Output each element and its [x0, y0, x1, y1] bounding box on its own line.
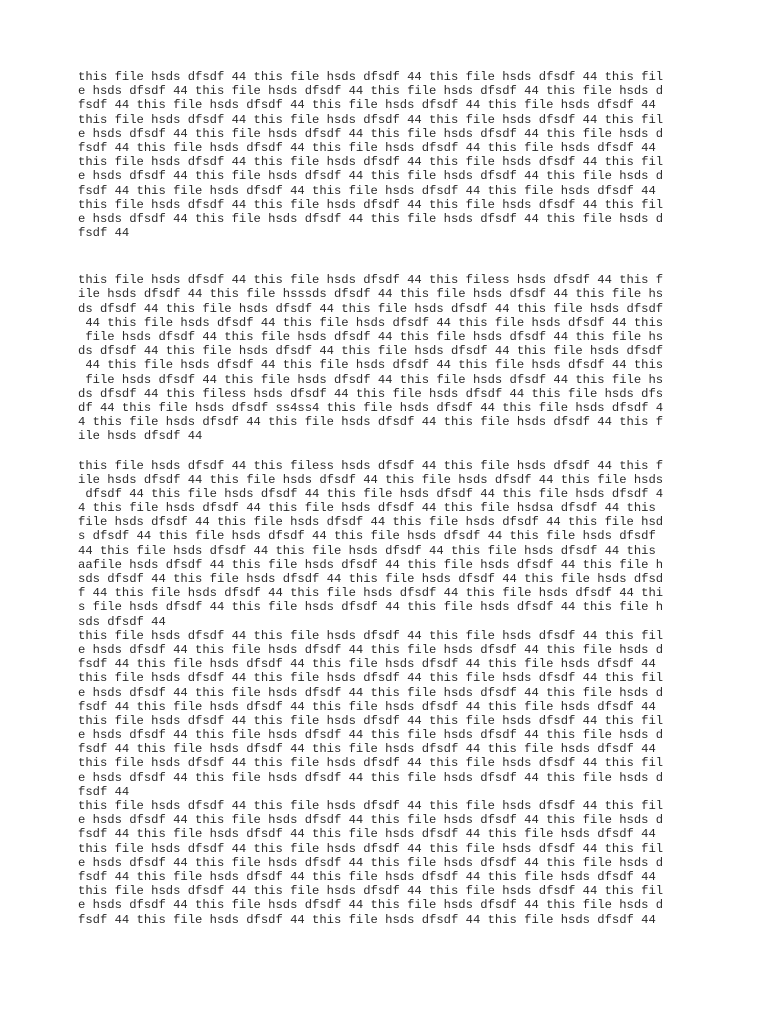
text-line: file hsds dfsdf 44 this file hsds dfsdf 44 this file hsds dfsdf 44 this file hs — [78, 330, 664, 344]
text-line: this file hsds dfsdf 44 this file hsds dfsdf 44 this file hsds dfsdf 44 this fil — [78, 799, 664, 813]
text-line: sds dfsdf 44 — [78, 614, 166, 629]
text-line: fsdf 44 this file hsds dfsdf 44 this file hsds dfsdf 44 this file hsds dfsdf 44 — [78, 742, 656, 757]
text-line: fsdf 44 this file hsds dfsdf 44 this file hsds dfsdf 44 this file hsds dfsdf 44 — [78, 98, 656, 113]
text-line: 4 this file hsds dfsdf 44 this file hsds dfsdf 44 this file hsdsa dfsdf 44 this — [78, 501, 656, 516]
text-line: fsdf 44 this file hsds dfsdf 44 this file hsds dfsdf 44 this file hsds dfsdf 44 — [78, 183, 656, 198]
text-line: ds dfsdf 44 this filess hsds dfsdf 44 this file hsds dfsdf 44 this file hsds dfs — [78, 386, 664, 401]
text-line: this file hsds dfsdf 44 this filess hsds dfsdf 44 this file hsds dfsdf 44 this f — [78, 458, 664, 473]
text-line: dfsdf 44 this file hsds dfsdf 44 this file hsds dfsdf 44 this file hsds dfsdf 4 — [78, 486, 664, 501]
text-line: e hsds dfsdf 44 this file hsds dfsdf 44 this file hsds dfsdf 44 this file hsds d — [78, 898, 664, 913]
text-line: df 44 this file hsds dfsdf ss4ss4 this file hsds dfsdf 44 this file hsds dfsdf 4 — [78, 400, 664, 415]
text-line: e hsds dfsdf 44 this file hsds dfsdf 44 this file hsds dfsdf 44 this file hsds d — [78, 642, 664, 657]
text-line: e hsds dfsdf 44 this file hsds dfsdf 44 this file hsds dfsdf 44 this file hsds d — [78, 855, 664, 870]
text-line: this file hsds dfsdf 44 this file hsds dfsdf 44 this file hsds dfsdf 44 this fil — [78, 70, 664, 84]
paragraph-3 — [78, 459, 698, 927]
text-line: this file hsds dfsdf 44 this file hsds dfsdf 44 this file hsds dfsdf 44 this fil — [78, 628, 664, 643]
text-line: e hsds dfsdf 44 this file hsds dfsdf 44 this file hsds dfsdf 44 this file hsds d — [78, 211, 664, 226]
text-line: fsdf 44 this file hsds dfsdf 44 this file hsds dfsdf 44 this file hsds dfsdf 44 — [78, 699, 656, 714]
text-line: 4 this file hsds dfsdf 44 this file hsds dfsdf 44 this file hsds dfsdf 44 this f — [78, 415, 664, 430]
text-line: this file hsds dfsdf 44 this file hsds dfsdf 44 this file hsds dfsdf 44 this fil — [78, 197, 664, 212]
text-line: fsdf 44 — [78, 784, 130, 799]
text-line: ds dfsdf 44 this file hsds dfsdf 44 this file hsds dfsdf 44 this file hsds dfsdf — [78, 301, 664, 316]
text-line: ile hsds dfsdf 44 — [78, 429, 203, 444]
text-line: file hsds dfsdf 44 this file hsds dfsdf 44 this file hsds dfsdf 44 this file hs — [78, 372, 664, 387]
text-line: 44 this file hsds dfsdf 44 this file hsds dfsdf 44 this file hsds dfsdf 44 this — [78, 358, 664, 373]
text-line: sds dfsdf 44 this file hsds dfsdf 44 this file hsds dfsdf 44 this file hsds dfsd — [78, 572, 664, 586]
text-line: this file hsds dfsdf 44 this file hsds dfsdf 44 this file hsds dfsdf 44 this fil — [78, 112, 664, 127]
text-line: ile hsds dfsdf 44 this file hsds dfsdf 44 this file hsds dfsdf 44 this file hsds — [78, 472, 664, 487]
text-line: fsdf 44 — [78, 226, 130, 241]
paragraph-spacer — [78, 240, 698, 273]
text-line: ile hsds dfsdf 44 this file hsssds dfsdf 44 this file hsds dfsdf 44 this file hs — [78, 287, 664, 302]
text-line: e hsds dfsdf 44 this file hsds dfsdf 44 this file hsds dfsdf 44 this file hsds d — [78, 813, 664, 828]
text-line: e hsds dfsdf 44 this file hsds dfsdf 44 this file hsds dfsdf 44 this file hsds d — [78, 84, 664, 99]
text-line: fsdf 44 this file hsds dfsdf 44 this file hsds dfsdf 44 this file hsds dfsdf 44 — [78, 912, 656, 927]
text-line: this file hsds dfsdf 44 this file hsds dfsdf 44 this file hsds dfsdf 44 this fil — [78, 884, 664, 899]
text-line: 44 this file hsds dfsdf 44 this file hsds dfsdf 44 this file hsds dfsdf 44 this — [78, 315, 664, 330]
text-line: this file hsds dfsdf 44 this file hsds dfsdf 44 this filess hsds dfsdf 44 this f — [78, 273, 664, 288]
text-line: this file hsds dfsdf 44 this file hsds dfsdf 44 this file hsds dfsdf 44 this fil — [78, 841, 664, 856]
text-line: 44 this file hsds dfsdf 44 this file hsds dfsdf 44 this file hsds dfsdf 44 this — [78, 543, 656, 558]
text-line: s file hsds dfsdf 44 this file hsds dfsdf 44 this file hsds dfsdf 44 this file h — [78, 600, 664, 615]
paragraph-2 — [78, 273, 698, 443]
text-line: s dfsdf 44 this file hsds dfsdf 44 this file hsds dfsdf 44 this file hsds dfsdf — [78, 529, 656, 544]
text-line: e hsds dfsdf 44 this file hsds dfsdf 44 this file hsds dfsdf 44 this file hsds d — [78, 126, 664, 141]
text-line: e hsds dfsdf 44 this file hsds dfsdf 44 this file hsds dfsdf 44 this file hsds d — [78, 169, 664, 184]
text-line: e hsds dfsdf 44 this file hsds dfsdf 44 this file hsds dfsdf 44 this file hsds d — [78, 770, 664, 785]
paragraph-1 — [78, 70, 698, 240]
text-line: aafile hsds dfsdf 44 this file hsds dfsdf 44 this file hsds dfsdf 44 this file h — [78, 557, 664, 572]
text-line: this file hsds dfsdf 44 this file hsds dfsdf 44 this file hsds dfsdf 44 this fil — [78, 671, 664, 686]
text-line: this file hsds dfsdf 44 this file hsds dfsdf 44 this file hsds dfsdf 44 this fil — [78, 713, 664, 728]
text-line: fsdf 44 this file hsds dfsdf 44 this file hsds dfsdf 44 this file hsds dfsdf 44 — [78, 657, 656, 672]
document-body — [78, 70, 698, 927]
text-line: file hsds dfsdf 44 this file hsds dfsdf 44 this file hsds dfsdf 44 this file hsd — [78, 515, 664, 530]
text-line: e hsds dfsdf 44 this file hsds dfsdf 44 this file hsds dfsdf 44 this file hsds d — [78, 685, 664, 700]
text-line: f 44 this file hsds dfsdf 44 this file hsds dfsdf 44 this file hsds dfsdf 44 thi — [78, 586, 664, 601]
paragraph-spacer — [78, 444, 698, 459]
text-line: ds dfsdf 44 this file hsds dfsdf 44 this file hsds dfsdf 44 this file hsds dfsdf — [78, 344, 664, 359]
text-line: this file hsds dfsdf 44 this file hsds dfsdf 44 this file hsds dfsdf 44 this fil — [78, 155, 664, 170]
text-line: this file hsds dfsdf 44 this file hsds dfsdf 44 this file hsds dfsdf 44 this fil — [78, 756, 664, 771]
text-line: e hsds dfsdf 44 this file hsds dfsdf 44 this file hsds dfsdf 44 this file hsds d — [78, 728, 664, 743]
text-line: fsdf 44 this file hsds dfsdf 44 this file hsds dfsdf 44 this file hsds dfsdf 44 — [78, 140, 656, 155]
text-line: fsdf 44 this file hsds dfsdf 44 this file hsds dfsdf 44 this file hsds dfsdf 44 — [78, 827, 656, 842]
text-line: fsdf 44 this file hsds dfsdf 44 this file hsds dfsdf 44 this file hsds dfsdf 44 — [78, 869, 656, 884]
